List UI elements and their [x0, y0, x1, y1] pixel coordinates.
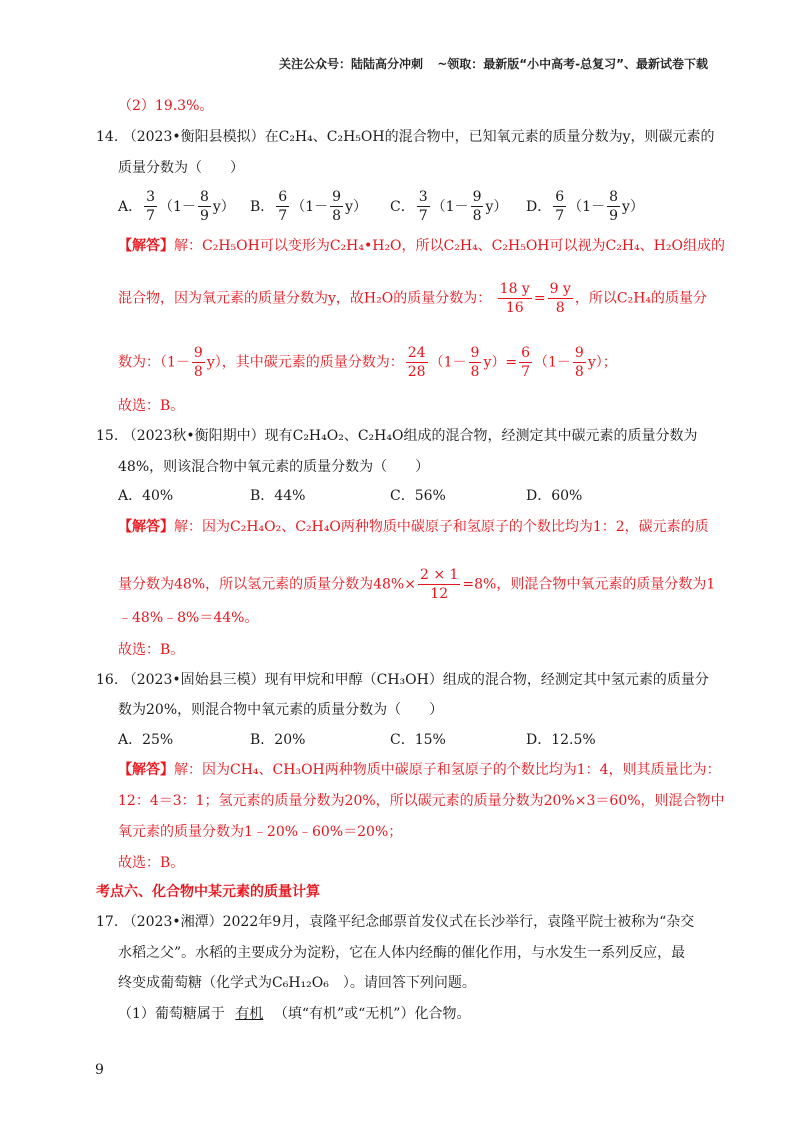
q15-option-d[interactable]: D．60% — [526, 488, 583, 504]
q16-conclusion: 故选：B。 — [118, 855, 185, 871]
header-right: ~领取：最新版“小中高考-总复习”、最新试卷下载 — [437, 57, 708, 71]
q16-option-b[interactable]: B．20% — [250, 732, 306, 748]
page-number: 9 — [95, 1062, 104, 1078]
q16-number: 16. — [96, 672, 119, 688]
q16-stem-line2: 数为20%，则混合物中氧元素的质量分数为（ ） — [118, 702, 444, 718]
q14-solution-line3: 数为：（1－ $\frac{9}{8}$ y），其中碳元素的质量分数为： $\frac{24}{28}$ （1－ $\frac{9}{8}$ y）= $\frac{6}{7}$ （1－ $\frac{9}{8}$ y）； — [118, 345, 617, 380]
q14-option-d[interactable]: D． $\frac{6}{7}$ （1－ $\frac{8}{9}$ y） — [526, 188, 644, 224]
q15-option-b[interactable]: B．44% — [250, 488, 306, 504]
q16-solution-line2: 12：4＝3：1；氢元素的质量分数为20%，所以碳元素的质量分数为20%×3＝60%，则混合物中 — [118, 793, 725, 809]
q17-number: 17. — [96, 914, 119, 930]
q14-solution-line2: 混合物，因为氧元素的质量分数为y，故H₂O的质量分数为： $\frac{18 y}{16}$ = $\frac{9 y}{8}$ ，所以C₂H₄的质量分 — [118, 281, 708, 316]
q14-stem: （2023•衡阳县模拟）在C₂H₄、C₂H₅OH的混合物中，已知氧元素的质量分数为y，则碳元素的 — [122, 129, 715, 145]
section-heading: 考点六、化合物中某元素的质量计算 — [96, 884, 320, 900]
q15-solution-line1: 【解答】解：因为C₂H₄O₂、C₂H₄O两种物质中碳原子和氢原子的个数比均为1：2，碳元素的质 — [118, 519, 709, 535]
q14-conclusion: 故选：B。 — [118, 398, 185, 414]
q14-option-c[interactable]: C． $\frac{3}{7}$ （1－ $\frac{9}{8}$ y） — [390, 188, 508, 224]
q16-option-d[interactable]: D．12.5% — [526, 732, 596, 748]
q17-sub1: （1）葡萄糖属于 有机 （填“有机”或“无机”）化合物。 — [118, 1006, 471, 1022]
q14-stem-line1 — [96, 127, 718, 147]
q17-stem-line1: 17. （2023•湘潭）2022年9月，袁隆平纪念邮票首发仪式在长沙举行，袁隆平院士被称为“杂交 — [96, 914, 695, 930]
q15-stem-line1: 15. （2023秋•衡阳期中）现有C₂H₄O₂、C₂H₄O组成的混合物，经测定其中碳元素的质量分数为 — [96, 428, 698, 444]
q14-solution-tag: 【解答】 — [118, 238, 174, 254]
q14-option-a[interactable]: A． $\frac{3}{7}$ （1－ $\frac{8}{9}$ y） — [118, 188, 235, 224]
q15-solution-line2: 量分数为48%，所以氢元素的质量分数为48%× $\frac{2 \times 1}{12}$ =8%，则混合物中氧元素的质量分数为1 — [118, 567, 716, 602]
q16-solution-line1: 【解答】解：因为CH₄、CH₃OH两种物质中碳原子和氢原子的个数比均为1：4，则其质量比为： — [118, 762, 721, 778]
q15-number: 15. — [96, 428, 119, 444]
q16-solution-line3: 氧元素的质量分数为1﹣20%﹣60%＝20%； — [118, 824, 403, 840]
page-header — [269, 55, 708, 72]
q14-solution-line1: 【解答】解：C₂H₅OH可以变形为C₂H₄•H₂O，所以C₂H₄、C₂H₅OH可以视为C₂H₄、H₂O组成的 — [118, 238, 725, 254]
q15-option-c[interactable]: C．56% — [390, 488, 446, 504]
q15-stem-line2: 48%，则该混合物中氧元素的质量分数为（ ） — [118, 459, 430, 475]
q16-option-a[interactable]: A．25% — [118, 732, 174, 748]
q14-option-b[interactable]: B． $\frac{6}{7}$ （1－ $\frac{9}{8}$ y） — [250, 188, 367, 224]
q17-answer-blank: 有机 — [235, 1006, 264, 1022]
header-left: 关注公众号：陆陆高分冲刺 — [278, 57, 423, 71]
q15-conclusion: 故选：B。 — [118, 642, 185, 658]
q14-stem-line2: 质量分数为（ ） — [118, 160, 244, 176]
q14-options — [118, 186, 718, 226]
q16-stem-line1: 16. （2023•固始县三模）现有甲烷和甲醇（CH₃OH）组成的混合物，经测定其中氢元素的质量分 — [96, 672, 709, 688]
q16-option-c[interactable]: C．15% — [390, 732, 446, 748]
q15-solution-line3: ﹣48%﹣8%＝44%。 — [118, 610, 259, 626]
q17-stem-line2: 水稻之父”。水稻的主要成分为淀粉，它在人体内经酶的催化作用，与水发生一系列反应，最 — [118, 945, 686, 961]
q14-number: 14. — [96, 129, 119, 145]
q15-option-a[interactable]: A．40% — [118, 488, 174, 504]
q17-stem-line3: 终变成葡萄糖（化学式为C₆H₁₂O₆ ）。请回答下列问题。 — [118, 975, 476, 991]
prev-answer: （2）19.3%。 — [118, 98, 214, 114]
